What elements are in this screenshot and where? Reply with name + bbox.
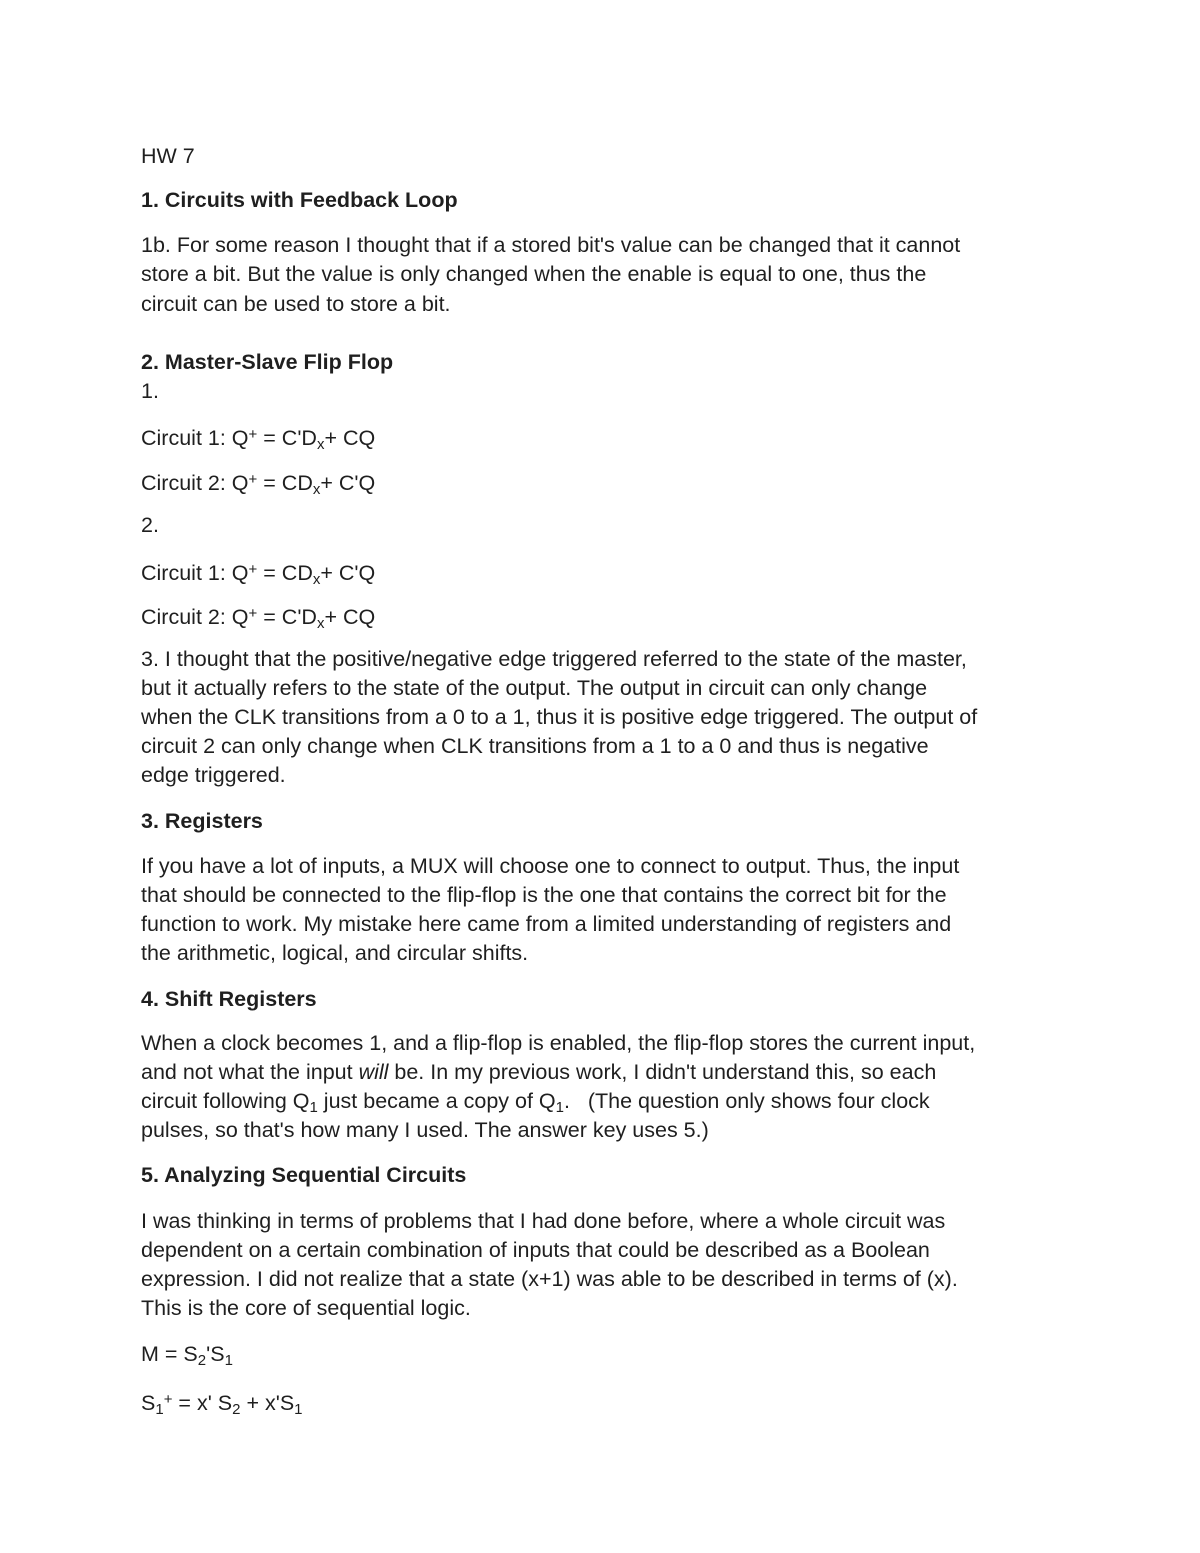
section-2-para-line: when the CLK transitions from a 0 to a 1, thus it is positive edge triggered. The output of xyxy=(141,705,978,729)
section-3-para-line: If you have a lot of inputs, a MUX will choose one to connect to output. Thus, the input xyxy=(141,854,960,878)
section-1-para-line: 1b. For some reason I thought that if a stored bit's value can be changed that it cannot xyxy=(141,233,961,257)
section-3-para-line: the arithmetic, logical, and circular shifts. xyxy=(141,941,529,965)
equation-circuit-2: Circuit 2: $Q^+ = CD_x+ C'Q$ xyxy=(141,471,376,498)
equation-m: $M = S_2'S_1$ xyxy=(141,1342,233,1369)
section-5-para-line: This is the core of sequential logic. xyxy=(141,1296,471,1320)
section-4-para-line: pulses, so that's how many I used. The answer key uses 5.) xyxy=(141,1118,709,1142)
section-1-para-line: store a bit. But the value is only changed when the enable is equal to one, thus the xyxy=(141,262,927,286)
section-3-para-line: function to work. My mistake here came from a limited understanding of registers and xyxy=(141,912,952,936)
section-5-para-line: I was thinking in terms of problems that I had done before, where a whole circuit was xyxy=(141,1209,946,1233)
section-3-para-line: that should be connected to the flip-flop is the one that contains the correct bit for the xyxy=(141,883,947,907)
section-2-para-line: circuit 2 can only change when CLK transitions from a 1 to a 0 and thus is negative xyxy=(141,734,929,758)
section-2-para-line: 3. I thought that the positive/negative edge triggered referred to the state of the master, xyxy=(141,647,967,671)
equation-circuit-2: Circuit 2: $Q^+ = C'D_x+$ CQ xyxy=(141,605,376,632)
section-4-para-line: circuit following $Q_1$ just became a copy of $Q_1$. (The question only shows four clock xyxy=(141,1089,930,1116)
equation-circuit-1: Circuit 1: $Q^+ = C'D_x+$ CQ xyxy=(141,426,376,453)
section-2-para-line: edge triggered. xyxy=(141,763,286,787)
equation-s1-next: $S_1^+ = x'$ $S_2 + x'S_1$ xyxy=(141,1391,303,1418)
section-4-heading: 4. Shift Registers xyxy=(141,987,317,1011)
equation-circuit-1: Circuit 1: $Q^+ = CD_x+ C'Q$ xyxy=(141,561,376,588)
section-5-heading: 5. Analyzing Sequential Circuits xyxy=(141,1163,467,1187)
section-2-heading: 2. Master-Slave Flip Flop xyxy=(141,350,394,374)
part-2-label: 2. xyxy=(141,513,159,537)
section-3-heading: 3. Registers xyxy=(141,809,263,833)
section-4-para-line: When a clock becomes 1, and a flip-flop is enabled, the flip-flop stores the current input, xyxy=(141,1031,976,1055)
section-4-para-line: and not what the input will be. In my previous work, I didn't understand this, so each xyxy=(141,1060,937,1084)
part-1-label: 1. xyxy=(141,379,159,403)
document-title: HW 7 xyxy=(141,144,195,168)
section-5-para-line: dependent on a certain combination of inputs that could be described as a Boolean xyxy=(141,1238,930,1262)
section-2-para-line: but it actually refers to the state of the output. The output in circuit can only change xyxy=(141,676,928,700)
section-5-para-line: expression. I did not realize that a state (x+1) was able to be described in terms of (x). xyxy=(141,1267,958,1291)
section-1-para-line: circuit can be used to store a bit. xyxy=(141,292,451,316)
section-1-heading: 1. Circuits with Feedback Loop xyxy=(141,188,458,212)
